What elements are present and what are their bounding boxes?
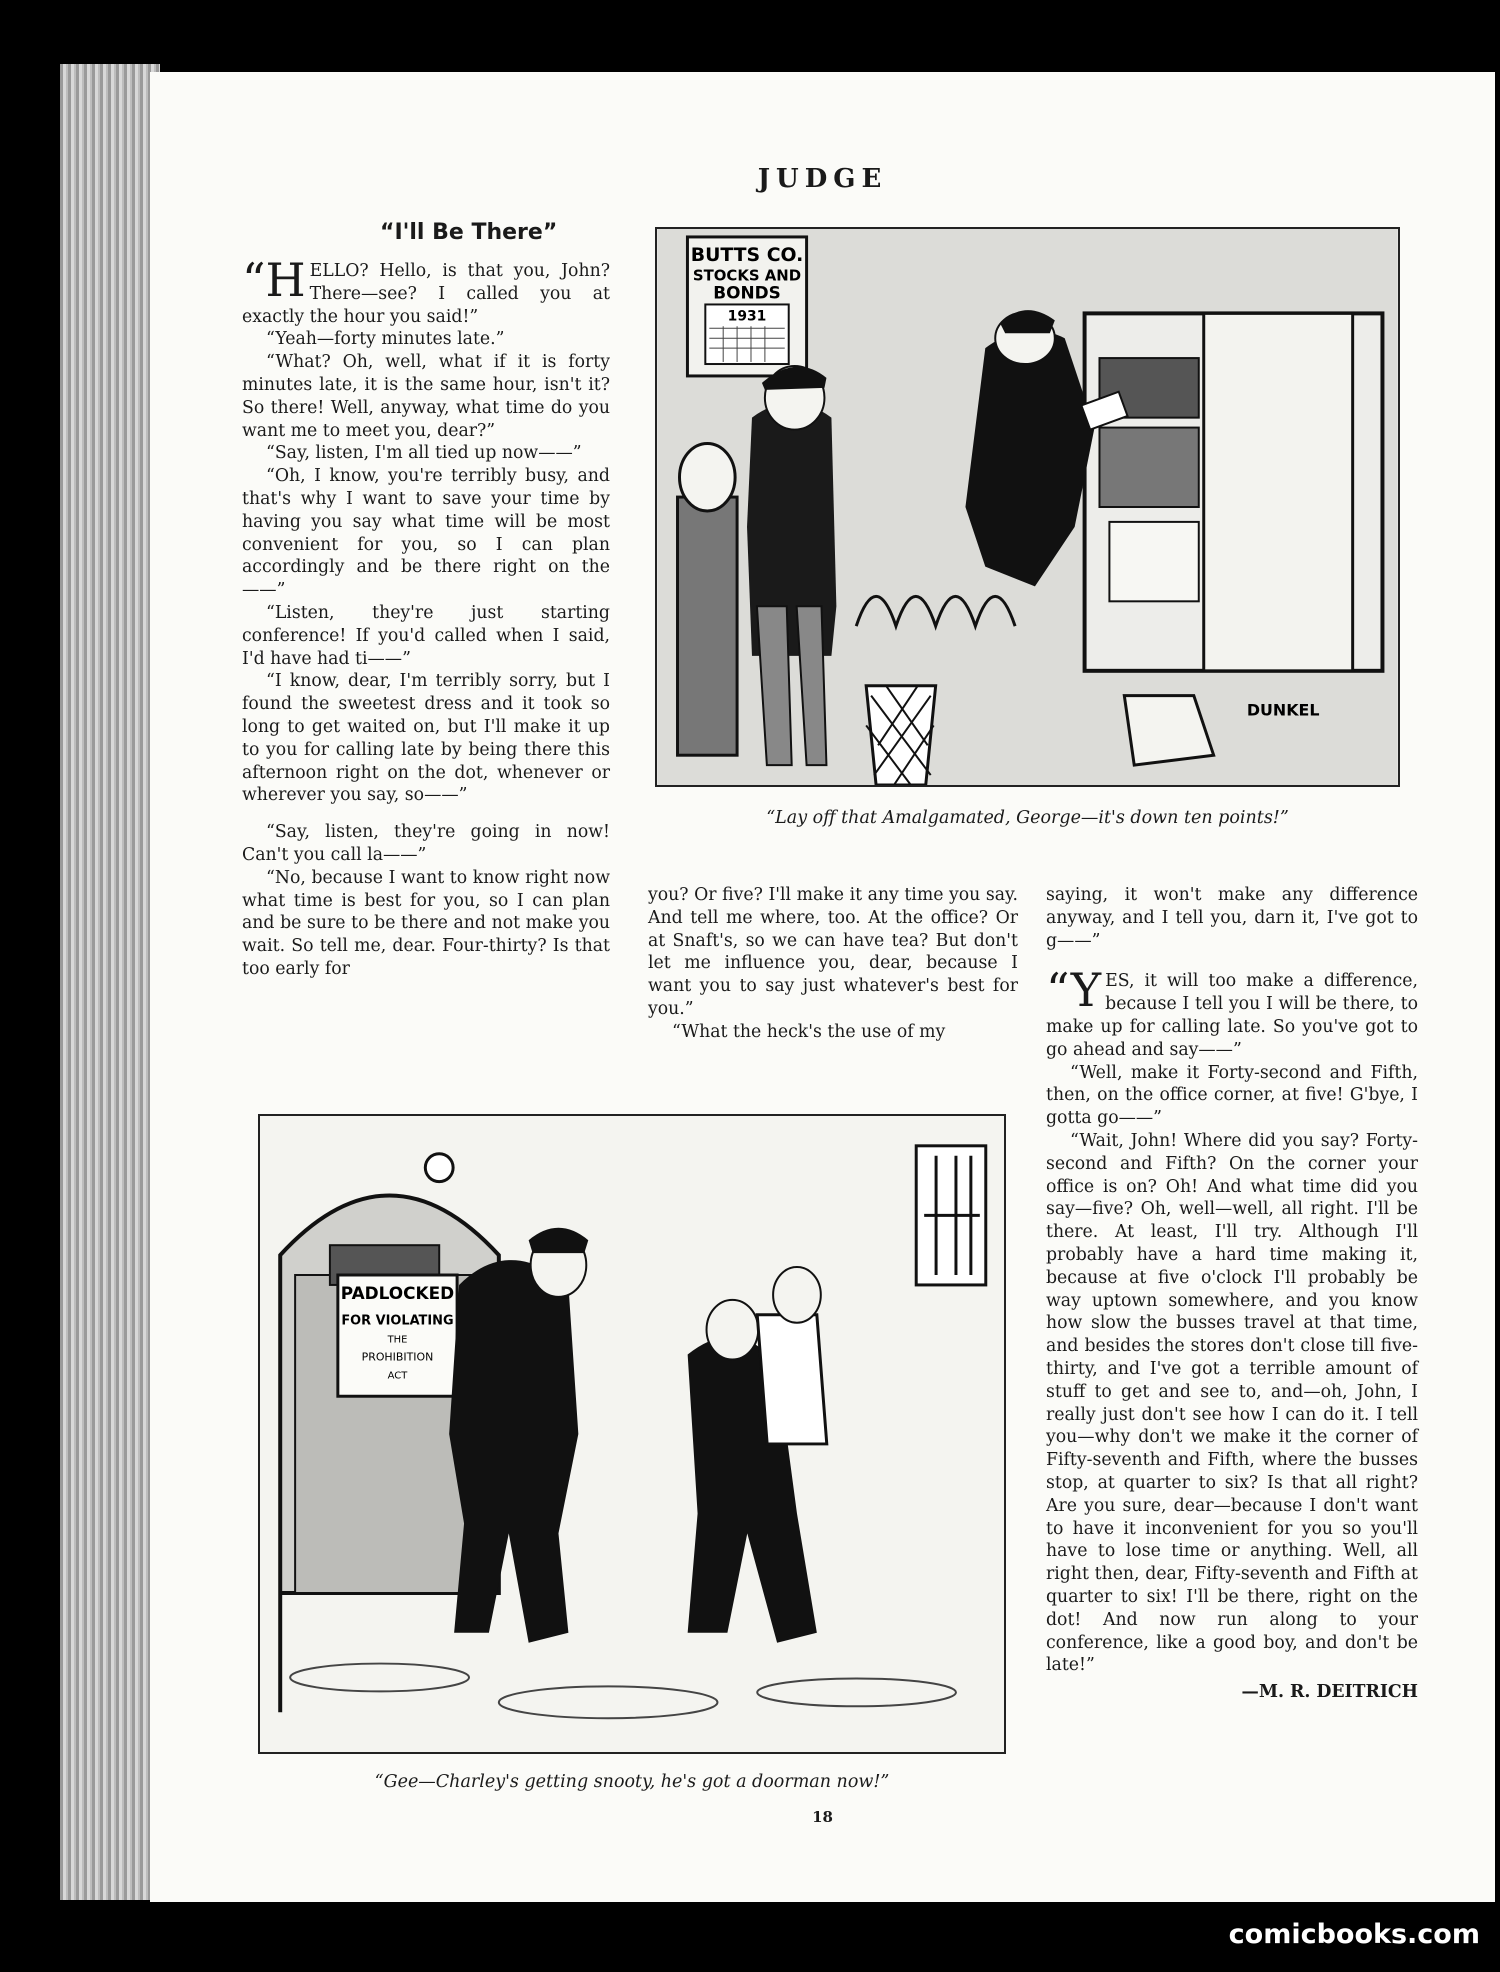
sign-text: 1931	[727, 308, 767, 325]
cartoon-stock-office	[655, 227, 1400, 787]
story-column-3	[1046, 884, 1418, 1704]
story-paragraph: “HELLO? Hello, is that you, John? There—see? I called you at exactly the hour you said!”	[242, 253, 610, 327]
story-paragraph: “YES, it will too make a difference, because I tell you I will be there, to make up for calling late. So you've got to go ahead and say——”	[1046, 963, 1418, 1060]
cartoon-stock-office-drawing	[657, 229, 1398, 785]
story-title: “I'll Be There”	[380, 220, 558, 245]
artist-signature: DUNKEL	[1246, 700, 1320, 720]
story-column-2	[648, 884, 1018, 1044]
cartoon-1-caption: “Lay off that Amalgamated, George—it's down ten points!”	[766, 808, 1289, 828]
sign-text: BUTTS CO.	[690, 243, 804, 266]
story-paragraph: “What? Oh, well, what if it is forty minutes late, it is the same hour, isn't it? So there! Well, anyway, what time do you want me to meet you, dear?”	[242, 352, 610, 441]
cartoon-speakeasy-doorman	[258, 1114, 1006, 1754]
stock-ticker	[678, 497, 738, 755]
story-paragraph: “Listen, they're just starting conference! If you'd called when I said, I'd have had ti——”	[242, 602, 610, 669]
cartoon-speakeasy-drawing	[260, 1116, 1004, 1752]
masthead: JUDGE	[757, 164, 888, 194]
book-page-edges	[60, 64, 160, 1900]
story-column-1	[242, 253, 610, 981]
story-paragraph: “What the heck's the use of my	[672, 1021, 946, 1042]
story-paragraph: “I know, dear, I'm terribly sorry, but I found the sweetest dress and it took so long to get waited on, but I'll make it up to you for calling late by being there this afternoon right on the dot, whenever or wherever you say, so——”	[242, 671, 610, 806]
magazine-page	[150, 72, 1495, 1902]
story-paragraph: “Say, listen, they're going in now! Can't you call la——”	[242, 822, 610, 865]
sign-text: STOCKS AND	[692, 266, 802, 285]
sign-text: PADLOCKED	[340, 1282, 455, 1303]
sign-text: PROHIBITION	[361, 1350, 434, 1364]
story-paragraph: “Wait, John! Where did you say? Forty-second and Fifth? On the corner your office is on? Oh! And what time did you say—five? Oh, well—well, all right. I'll be there. At least, I'll try. Although I'll probably have a hard time making it, because at five o'clock I'll probably be way uptown somewhere, and you know how slow the busses travel at that time, and besides the stores don't close till five-thirty, and I've got a terrible amount of stuff to get and see to, and—oh, John, I really just don't see how I can do it. I tell you—why don't we make it the corner of Fifty-seventh and Fifth, where the busses stop, at quarter to six? Is that all right? Are you sure, dear—because I don't want to have it inconvenient for you so you'll have to lose time or anything. Well, all right then, dear, Fifty-seventh and Fifth at quarter to six! I'll be there, right on the dot! And now run along to your conference, like a good boy, and don't be late!”	[1046, 1130, 1418, 1676]
sign-text: FOR VIOLATING	[341, 1313, 454, 1329]
story-paragraph: “Yeah—forty minutes late.”	[266, 329, 505, 350]
story-paragraph: “Oh, I know, you're terribly busy, and that's why I want to save your time by having you say what time will be most convenient for you, so I can plan accordingly and be there right on the——”	[242, 466, 610, 601]
sign-text: BONDS	[713, 282, 781, 303]
story-paragraph: you? Or five? I'll make it any time you say. And tell me where, too. At the office? Or at Snaft's, so we can have tea? But don't let me influence you, dear, because I want you to say just whatever's best for you.”	[648, 885, 1018, 1019]
page-number: 18	[812, 1808, 833, 1826]
story-paragraph: “Well, make it Forty-second and Fifth, then, on the office corner, at five! G'bye, I gotta go——”	[1046, 1062, 1418, 1129]
companion-figure	[757, 1315, 827, 1444]
story-paragraph: “No, because I want to know right now what time is best for you, so I can plan and be sure to be there and not make you wait. So tell me, dear. Four-thirty? Is that too early for	[242, 867, 610, 979]
sign-text: THE	[387, 1334, 408, 1346]
sign-text: ACT	[387, 1370, 408, 1382]
drop-cap: “H	[242, 253, 306, 307]
cartoon-2-caption: “Gee—Charley's getting snooty, he's got a doorman now!”	[374, 1772, 890, 1792]
drop-cap: “Y	[1046, 963, 1102, 1018]
byline: —M. R. DEITRICH	[1241, 1682, 1418, 1703]
lamp	[425, 1154, 453, 1182]
watermark: comicbooks.com	[1228, 1919, 1480, 1950]
story-paragraph: saying, it won't make any difference anyway, and I tell you, darn it, I've got to g——”	[1046, 885, 1418, 951]
story-paragraph: “Say, listen, I'm all tied up now——”	[266, 443, 582, 464]
